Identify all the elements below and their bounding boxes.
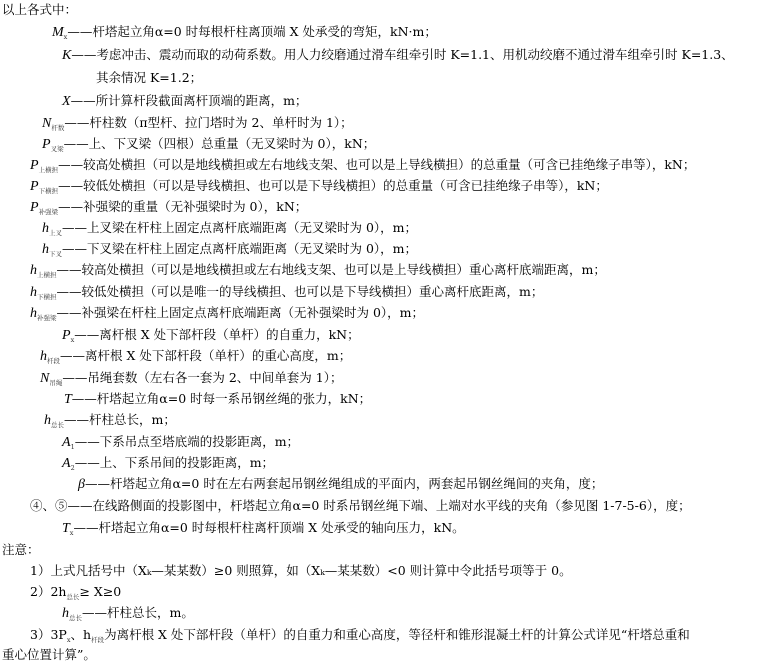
def-text: ——考虑冲击、震动而取的动荷系数。用人力绞磨通过滑车组牵引时 K=1.1、用机动绞磨不通过滑车组牵引时 K=1.3、 [71,47,734,62]
def-symbol: N [42,116,52,131]
def-symbol: N [40,371,50,386]
def-line [30,284,543,305]
def-text: ——杆柱总长，m。 [82,605,194,620]
note-item-2 [30,584,121,605]
def-line [52,24,437,45]
def-subscript: 下横担 [37,293,57,301]
def-symbol: P [30,200,39,215]
def-line [30,178,608,199]
def-line [44,412,176,433]
def-symbol: h [44,413,51,428]
note-text: 为离杆根 X 处下部杆段（单杆）的自重力和重心高度，等径杆和锥形混凝土杆的计算公式详见“杆塔总重和 [104,627,690,642]
def-text: ——较低处横担（可以是唯一的导线横担、也可以是下导线横担）重心离杆底距离，m； [56,284,544,299]
def-text: ——上叉梁在杆柱上固定点离杆底端距离（无叉梁时为 0），m； [62,220,418,235]
def-subscript: 上横担 [38,166,59,174]
def-line [40,370,342,391]
def-symbol: M [52,25,64,40]
note-item-3 [30,627,690,648]
def-text: ——杆柱总长，m； [64,412,176,427]
note-prefix: 3）3P [30,627,67,642]
def-text: ——上、下系吊间的投影距离，m； [74,455,275,470]
def-line [62,47,734,64]
def-line [62,93,307,110]
def-symbol: P [42,137,51,152]
def-symbol: h [30,263,37,278]
def-text: ——杆柱数（π型杆、拉门塔时为 2、单杆时为 1）； [64,115,353,130]
def-text: ——在线路侧面的投影图中，杆塔起立角α=0 时系吊钢丝绳下端、上端对水平线的夹角（参见图 1-7-5-6），度； [67,498,691,513]
def-symbol: K [62,48,72,63]
def-text: 其余情况 K=1.2； [96,70,203,85]
def-line [30,498,691,514]
note-subscript: 杆段 [91,636,105,644]
def-symbol: h [30,285,37,300]
def-symbol: A [62,435,71,450]
def-text: ——较高处横担（可以是地线横担或左右地线支架、也可以是上导线横担）的总重量（可含已挂绝缘子串等），kN； [58,157,696,172]
def-symbol: P [30,158,39,173]
def-text: ——杆塔起立角α=0 时每根杆柱离顶端 X 处承受的弯矩，kN·m； [67,24,437,39]
def-text: ——较高处横担（可以是地线横担或左右地线支架、也可以是上导线横担）重心离杆底端距离，m； [56,262,606,277]
def-line [30,199,307,220]
def-subscript: 1 [70,443,75,451]
def-line-continuation [96,70,202,86]
def-line [42,136,375,157]
def-symbol: T [62,521,70,536]
def-subscript: 下横担 [38,187,59,195]
def-subscript: 下叉 [49,250,62,258]
def-text: ——杆塔起立角α=0 时每根杆柱离杆顶端 X 处承受的轴向压力，kN。 [73,520,465,535]
def-subscript: 总长 [69,614,82,622]
def-symbol: h [30,306,37,321]
def-line [40,348,351,369]
def-line [42,220,417,241]
def-subscript: 补强梁 [38,208,59,216]
def-text: ——下系吊点至塔底端的投影距离，m； [74,434,300,449]
def-text: ——上、下叉梁（四根）总重量（无叉梁时为 0），kN； [63,136,376,151]
def-line [62,327,360,348]
def-text: ——所计算杆段截面离杆顶端的距离，m； [70,93,308,108]
def-symbol: h [62,606,69,621]
def-symbol: X [62,94,71,109]
def-text: ——杆塔起立角α=0 时每一系吊钢丝绳的张力，kN； [71,391,372,406]
def-subscript: x [70,336,75,344]
def-subscript: x [69,529,74,537]
def-line [42,115,353,136]
def-text: ——补强梁的重量（无补强梁时为 0），kN； [58,199,308,214]
def-symbol: h [42,221,49,236]
def-symbol: P [30,179,39,194]
def-line [62,520,465,541]
def-text: ——离杆根 X 处下部杆段（单杆）的自重力，kN； [74,327,360,342]
note-text: 、h [70,627,92,642]
note-text: ≥ X≥0 [79,584,122,599]
def-subscript: 上叉 [49,229,62,237]
def-text: ——吊绳套数（左右各一套为 2、中间单套为 1）； [62,370,343,385]
def-line [30,157,695,178]
def-line [78,476,603,493]
note-item-2-def [62,605,194,626]
def-text: ——离杆根 X 处下部杆段（单杆）的重心高度，m； [60,348,352,363]
def-subscript: x [63,33,68,41]
def-text: ——杆塔起立角α=0 时在左右两套起吊钢丝绳组成的平面内，两套起吊钢丝绳间的夹角，度； [84,476,604,491]
note-prefix: 2）2h [30,584,67,599]
def-symbol: P [62,328,71,343]
def-subscript: 杆段 [47,357,60,365]
def-text: ——下叉梁在杆柱上固定点离杆底端距离（无叉梁时为 0），m； [62,241,418,256]
def-symbol: β [78,477,85,492]
def-subscript: 杆数 [51,124,65,132]
def-subscript: 叉梁 [50,145,64,153]
def-line [62,455,274,476]
def-symbol: A [62,456,71,471]
def-line [30,305,424,326]
note-title: 注意： [2,542,40,557]
def-text: ——较低处横担（可以是导线横担、也可以是下导线横担）的总重量（可含已挂绝缘子串等），kN； [58,178,608,193]
def-subscript: 2 [70,464,75,472]
def-subscript: 吊绳 [49,379,63,387]
note-item-1: 1）上式凡括号中（Xₖ—某某数）≥0 则照算，如（Xₖ—某某数）<0 则计算中令此括号项等于 0。 [30,563,572,578]
note-subscript: 总长 [66,593,80,601]
def-symbol: T [64,392,72,407]
def-symbol: ④、⑤ [30,498,68,513]
def-subscript: 上横担 [37,271,57,279]
def-symbol: h [42,242,49,257]
def-line [42,241,417,262]
def-subscript: 总长 [51,421,64,429]
def-line [62,434,299,455]
def-line [64,391,371,408]
note-item-3-continuation: 重心位置计算”。 [2,647,96,662]
intro-text: 以上各式中： [2,2,78,17]
note-subscript: x [66,636,71,644]
def-line [30,262,606,283]
def-symbol: h [40,349,47,364]
def-subscript: 补强梁 [37,314,57,322]
def-text: ——补强梁在杆柱上固定点离杆底端距离（无补强梁时为 0），m； [56,305,425,320]
